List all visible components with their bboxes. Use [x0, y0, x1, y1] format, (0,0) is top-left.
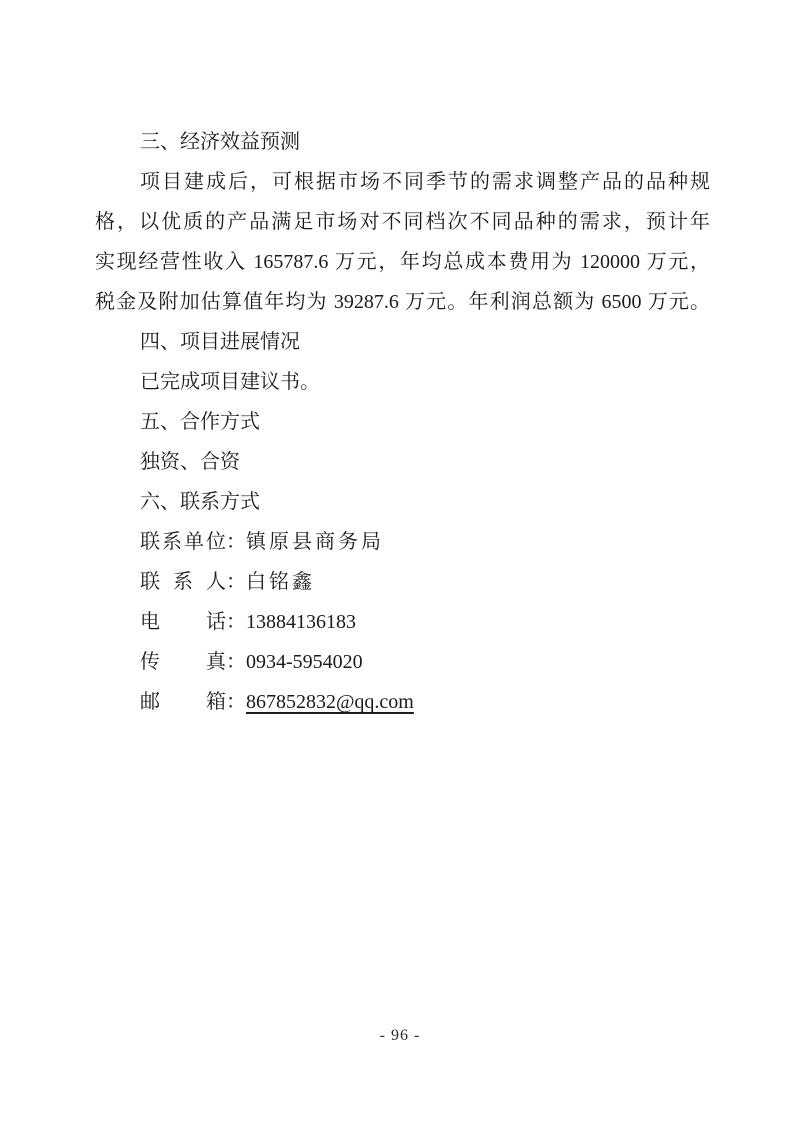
contact-unit-value: 镇原县商务局 — [246, 531, 384, 553]
contact-colon: ： — [226, 651, 246, 673]
email-link[interactable]: 867852832@qq.com — [246, 691, 414, 713]
section-5-body: 独资、合资 — [140, 451, 240, 473]
contact-colon: ： — [226, 611, 246, 633]
section-5-heading: 五、合作方式 — [140, 411, 260, 433]
section-4-heading: 四、项目进展情况 — [140, 331, 300, 353]
contact-row-fax — [95, 642, 710, 682]
contact-person-value: 白铭鑫 — [246, 571, 315, 593]
paragraph-line: 格，以优质的产品满足市场对不同档次不同品种的需求，预计年 — [95, 211, 710, 233]
contact-row-phone — [95, 602, 710, 642]
contact-phone-value: 13884136183 — [246, 611, 356, 633]
contact-row-email — [95, 682, 710, 722]
contact-fax-value: 0934-5954020 — [246, 651, 363, 673]
contact-colon: ： — [226, 691, 246, 713]
page-number: - 96 - — [379, 1027, 421, 1044]
paragraph-line: 项目建成后，可根据市场不同季节的需求调整产品的品种规 — [140, 171, 710, 193]
contact-colon: ： — [226, 571, 246, 593]
contact-row-person — [95, 562, 710, 602]
section-3-heading: 三、经济效益预测 — [140, 131, 300, 153]
contact-label: 联系单位 — [140, 531, 226, 553]
section-4-body: 已完成项目建议书。 — [140, 371, 320, 393]
contact-label: 传真 — [140, 651, 226, 673]
document-body — [95, 122, 710, 722]
paragraph-line: 税金及附加估算值年均为 39287.6 万元。年利润总额为 6500 万元。 — [95, 291, 710, 313]
section-6-heading: 六、联系方式 — [140, 491, 260, 513]
contact-colon: ： — [226, 531, 246, 553]
paragraph-line: 实现经营性收入 165787.6 万元，年均总成本费用为 120000 万元， — [95, 251, 710, 273]
contact-label: 电话 — [140, 611, 226, 633]
contact-label: 邮箱 — [140, 691, 226, 713]
contact-label: 联系人 — [140, 571, 226, 593]
contact-row-unit — [95, 522, 710, 562]
